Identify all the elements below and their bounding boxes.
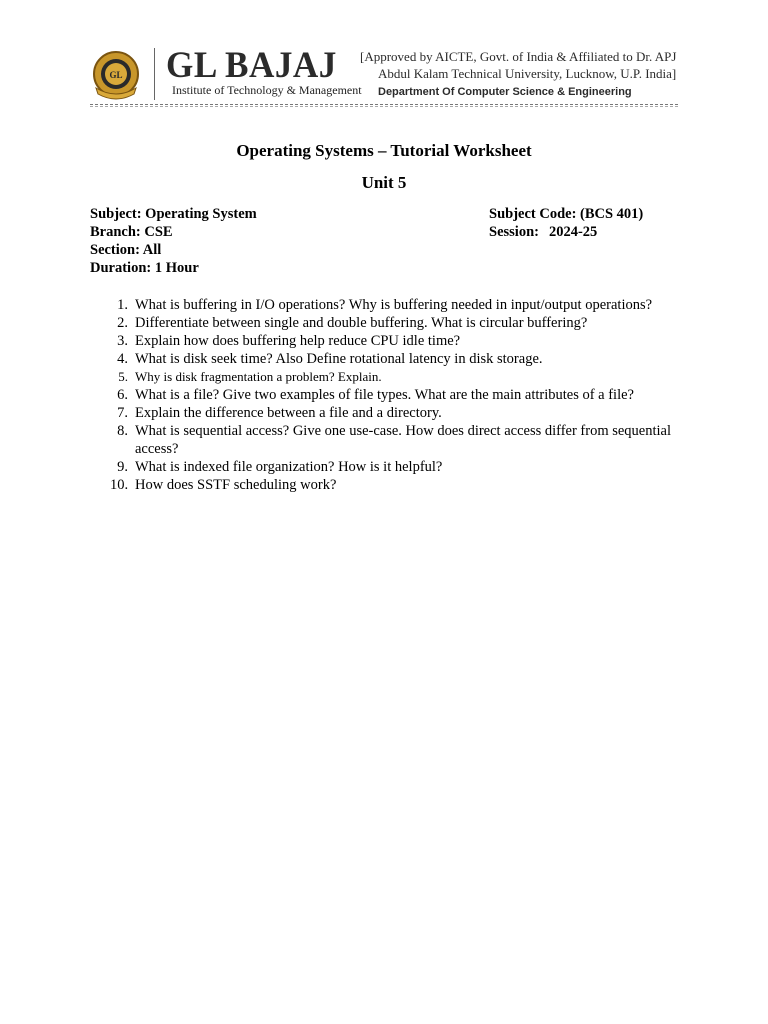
- question-number: 6.: [117, 387, 128, 403]
- question-number: 1.: [117, 297, 128, 313]
- question-number: 7.: [117, 405, 128, 421]
- question-number: 2.: [117, 315, 128, 331]
- duration-value: : 1 Hour: [146, 260, 199, 276]
- header-divider: [154, 48, 155, 100]
- question-item: [90, 296, 690, 314]
- question-text: What is indexed file organization? How is it helpful?: [135, 459, 443, 475]
- question-text: Explain the difference between a file and a directory.: [135, 405, 442, 421]
- question-text: Why is disk fragmentation a problem? Explain.: [135, 369, 382, 384]
- duration-line: [90, 259, 257, 277]
- meta-right: [489, 205, 643, 241]
- subject-line: Subject: Operating System: [90, 206, 257, 222]
- approval-line-2: Abdul Kalam Technical University, Lucknow, U.P. India]: [378, 66, 677, 81]
- session-line: [489, 223, 643, 241]
- department-name: Department Of Computer Science & Engineering: [378, 86, 632, 98]
- question-text: What is a file? Give two examples of file types. What are the main attributes of a file?: [135, 387, 634, 403]
- subject-code-line: Subject Code: (BCS 401): [489, 206, 644, 222]
- meta-left: [90, 205, 257, 277]
- session-key: Session:: [489, 224, 539, 240]
- question-item: [90, 386, 690, 404]
- svg-text:GL: GL: [109, 70, 123, 80]
- question-number: 4.: [117, 351, 128, 367]
- question-number: 3.: [117, 333, 128, 349]
- approval-text: [360, 48, 680, 101]
- document-title: Operating Systems – Tutorial Worksheet: [236, 141, 532, 160]
- question-text: What is sequential access? Give one use-case. How does direct access differ from sequential access?: [135, 423, 672, 457]
- branch-line: Branch: CSE: [90, 224, 173, 240]
- brand-subtitle: Institute of Technology & Management: [172, 83, 362, 97]
- question-text: How does SSTF scheduling work?: [135, 477, 337, 493]
- duration-key: Duration: [90, 260, 147, 276]
- question-text: What is buffering in I/O operations? Why is buffering needed in input/output operations?: [135, 297, 653, 313]
- question-item: [90, 422, 690, 458]
- question-text: Differentiate between single and double buffering. What is circular buffering?: [135, 315, 588, 331]
- session-value: 2024-25: [548, 224, 598, 240]
- question-item: [90, 476, 690, 494]
- letterhead: [88, 44, 680, 110]
- approval-line-1: [Approved by AICTE, Govt. of India & Affiliated to Dr. APJ: [360, 49, 677, 64]
- question-number: 8.: [117, 423, 128, 439]
- question-number: 10.: [110, 477, 129, 493]
- question-item: [90, 458, 690, 476]
- question-item: [90, 404, 690, 422]
- question-number: 5.: [118, 369, 128, 384]
- question-item: [90, 350, 690, 368]
- question-text: What is disk seek time? Also Define rotational latency in disk storage.: [135, 351, 543, 367]
- college-seal-logo: [90, 50, 142, 102]
- header-rule-2: [90, 106, 678, 107]
- question-text: Explain how does buffering help reduce CPU idle time?: [135, 333, 461, 349]
- question-item: [90, 332, 690, 350]
- question-number: 9.: [117, 459, 128, 475]
- question-item: [90, 314, 690, 332]
- question-list: [90, 296, 690, 494]
- section-line: Section: All: [90, 242, 162, 258]
- brand-name: GL BAJAJ: [166, 45, 337, 86]
- header-rule: [90, 104, 678, 105]
- question-item: [90, 368, 690, 386]
- unit-heading: Unit 5: [361, 173, 407, 192]
